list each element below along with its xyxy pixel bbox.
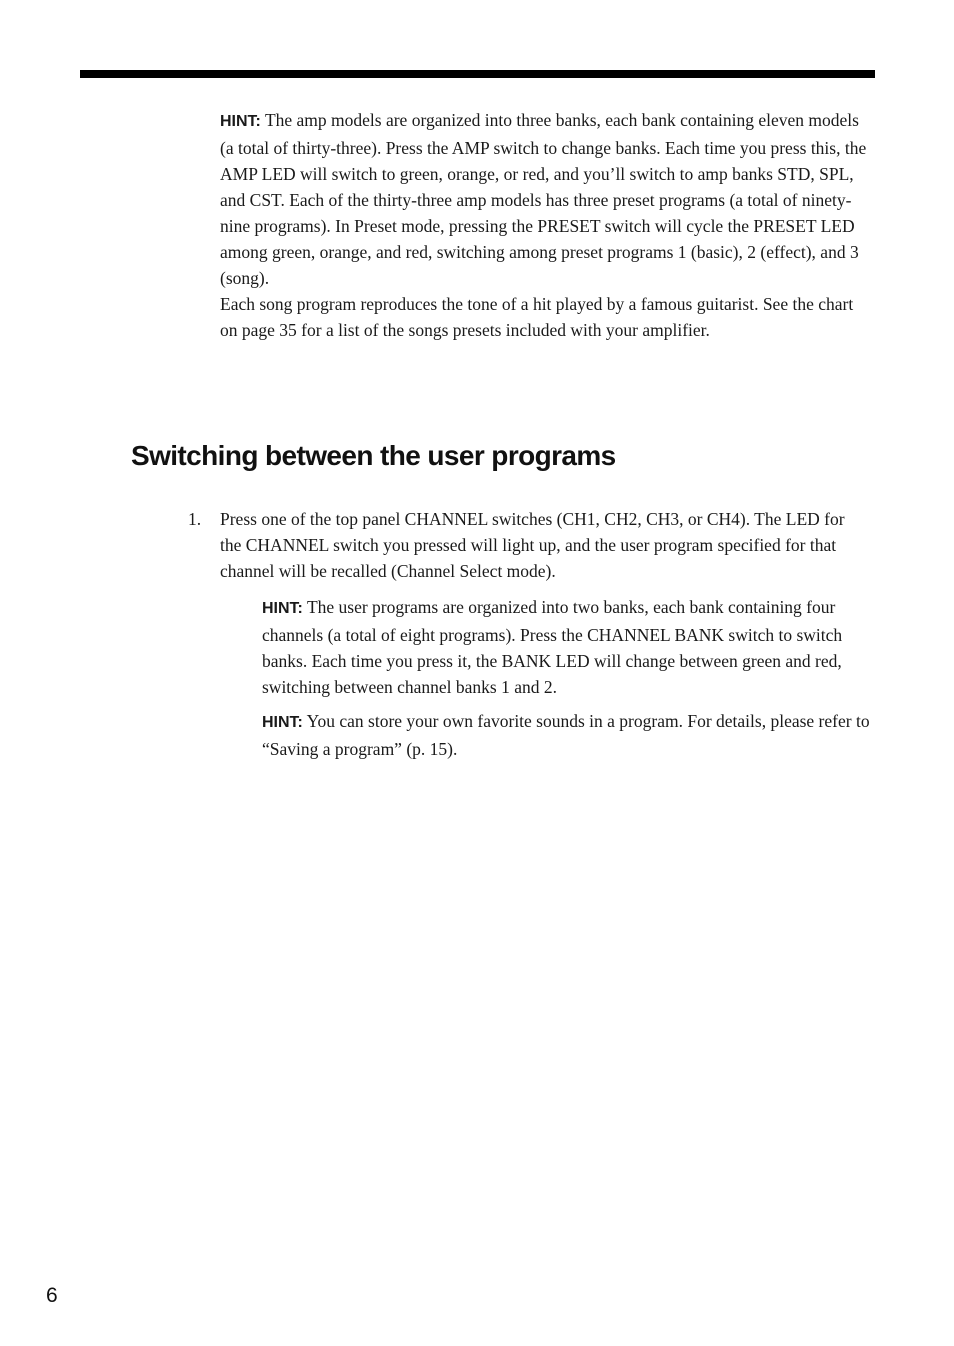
hint-store-sounds [262,708,877,762]
hint-user-banks [262,594,877,700]
step-text: Press one of the top panel CHANNEL switches (CH1, CH2, CH3, or CH4). The LED for the CHANNEL switch you pressed will light up, and the user program specified for that channel will be recalled (Channel Select mode). [220,509,845,581]
hint-user-banks-text: The user programs are organized into two banks, each bank containing four channels (a total of eight programs). Press the CHANNEL BANK switch to switch banks. Each time you press it, the BANK LED will change between green and red, switching between channel banks 1 and 2. [262,597,843,697]
hint-amp-banks [220,107,870,343]
hint-amp-banks-paragraph [220,107,870,291]
hint-song-programs-paragraph: Each song program reproduces the tone of a hit played by a famous guitarist. See the chart on page 35 for a list of the songs presets included with your amplifier. [220,294,854,340]
step-number: 1. [188,509,202,529]
hint-store-sounds-text: You can store your own favorite sounds in a program. For details, please refer to “Saving a program” (p. 15). [262,711,870,759]
hint-label: HINT: [262,714,303,731]
step-1 [188,506,878,584]
header-rule [80,70,875,78]
hint-label: HINT: [262,600,303,617]
hint-amp-banks-text: The amp models are organized into three banks, each bank containing eleven models (a total of thirty-three). Press the AMP switch to change banks. Each time you press this, the AMP LED will switch to green, orange, or red, and you’ll switch to amp banks STD, SPL, and CST. Each of the thirty-three amp models has three preset programs (a total of ninety-nine programs). In Preset mode, pressing the PRESET switch will cycle the PRESET LED among green, orange, and red, switching among preset programs 1 (basic), 2 (effect), and 3 (song). [220,110,867,288]
section-title: Switching between the user programs [131,440,616,471]
page-number: 6 [46,1284,58,1307]
hint-label: HINT: [220,113,261,130]
hint-store-sounds-paragraph [262,708,877,762]
hint-user-banks-paragraph [262,594,877,700]
